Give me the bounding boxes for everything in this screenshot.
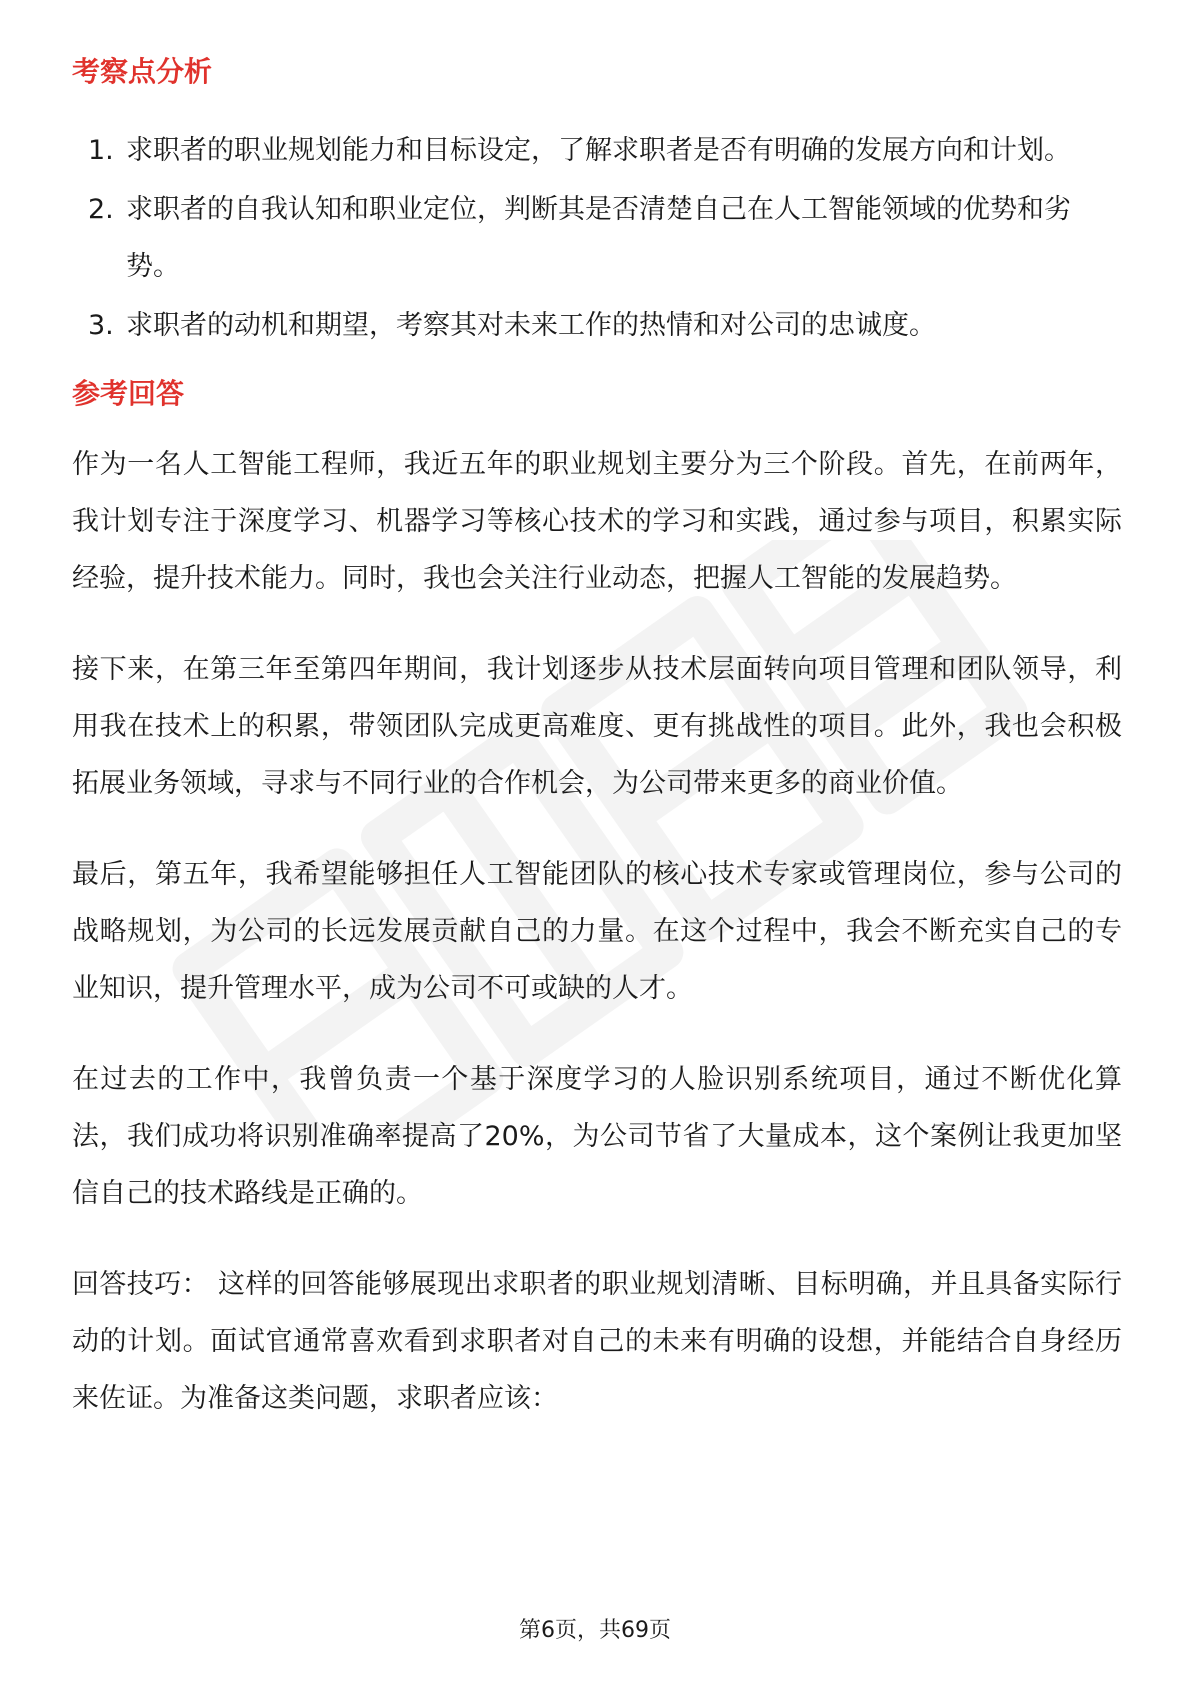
list-item [72, 122, 1122, 179]
main-content [72, 48, 1122, 1461]
answer-paragraph: 最后，第五年，我希望能够担任人工智能团队的核心技术专家或管理岗位，参与公司的战略规划，为公司的长远发展贡献自己的力量。在这个过程中，我会不断充实自己的专业知识，提升管理水平，成为公司不可或缺的人才。 [72, 859, 1122, 1004]
answer-paragraph: 接下来，在第三年至第四年期间，我计划逐步从技术层面转向项目管理和团队领导，利用我在技术上的积累，带领团队完成更高难度、更有挑战性的项目。此外，我也会积极拓展业务领域，寻求与不同行业的合作机会，为公司带来更多的商业价值。 [72, 654, 1122, 799]
list-item-text: 求职者的职业规划能力和目标设定，了解求职者是否有明确的发展方向和计划。 [126, 135, 1071, 166]
answer-paragraph: 作为一名人工智能工程师，我近五年的职业规划主要分为三个阶段。首先，在前两年，我计划专注于深度学习、机器学习等核心技术的学习和实践，通过参与项目，积累实际经验，提升技术能力。同时，我也会关注行业动态，把握人工智能的发展趋势。 [72, 449, 1122, 594]
list-item [72, 297, 1122, 354]
answer-tips-paragraph: 回答技巧： 这样的回答能够展现出求职者的职业规划清晰、目标明确，并且具备实际行动的计划。面试官通常喜欢看到求职者对自己的未来有明确的设想，并能结合自身经历来佐证。为准备这类问题，求职者应该： [72, 1269, 1122, 1414]
answer-paragraph: 在过去的工作中，我曾负责一个基于深度学习的人脸识别系统项目，通过不断优化算法，我们成功将识别准确率提高了20%，为公司节省了大量成本，这个案例让我更加坚信自己的技术路线是正确的。 [72, 1064, 1122, 1209]
analysis-list [72, 122, 1122, 354]
list-item-text: 求职者的动机和期望，考察其对未来工作的热情和对公司的忠诚度。 [126, 310, 936, 341]
list-item-text: 求职者的自我认知和职业定位，判断其是否清楚自己在人工智能领域的优势和劣势。 [126, 194, 1071, 282]
section-title-answer: 参考回答 [72, 377, 185, 410]
page-number: 第6页，共69页 [519, 1618, 671, 1643]
list-item-number: 2. [88, 194, 114, 225]
list-item [72, 181, 1122, 295]
list-item-number: 1. [88, 135, 114, 166]
list-item-number: 3. [88, 310, 114, 341]
section-title-analysis: 考察点分析 [72, 55, 213, 88]
